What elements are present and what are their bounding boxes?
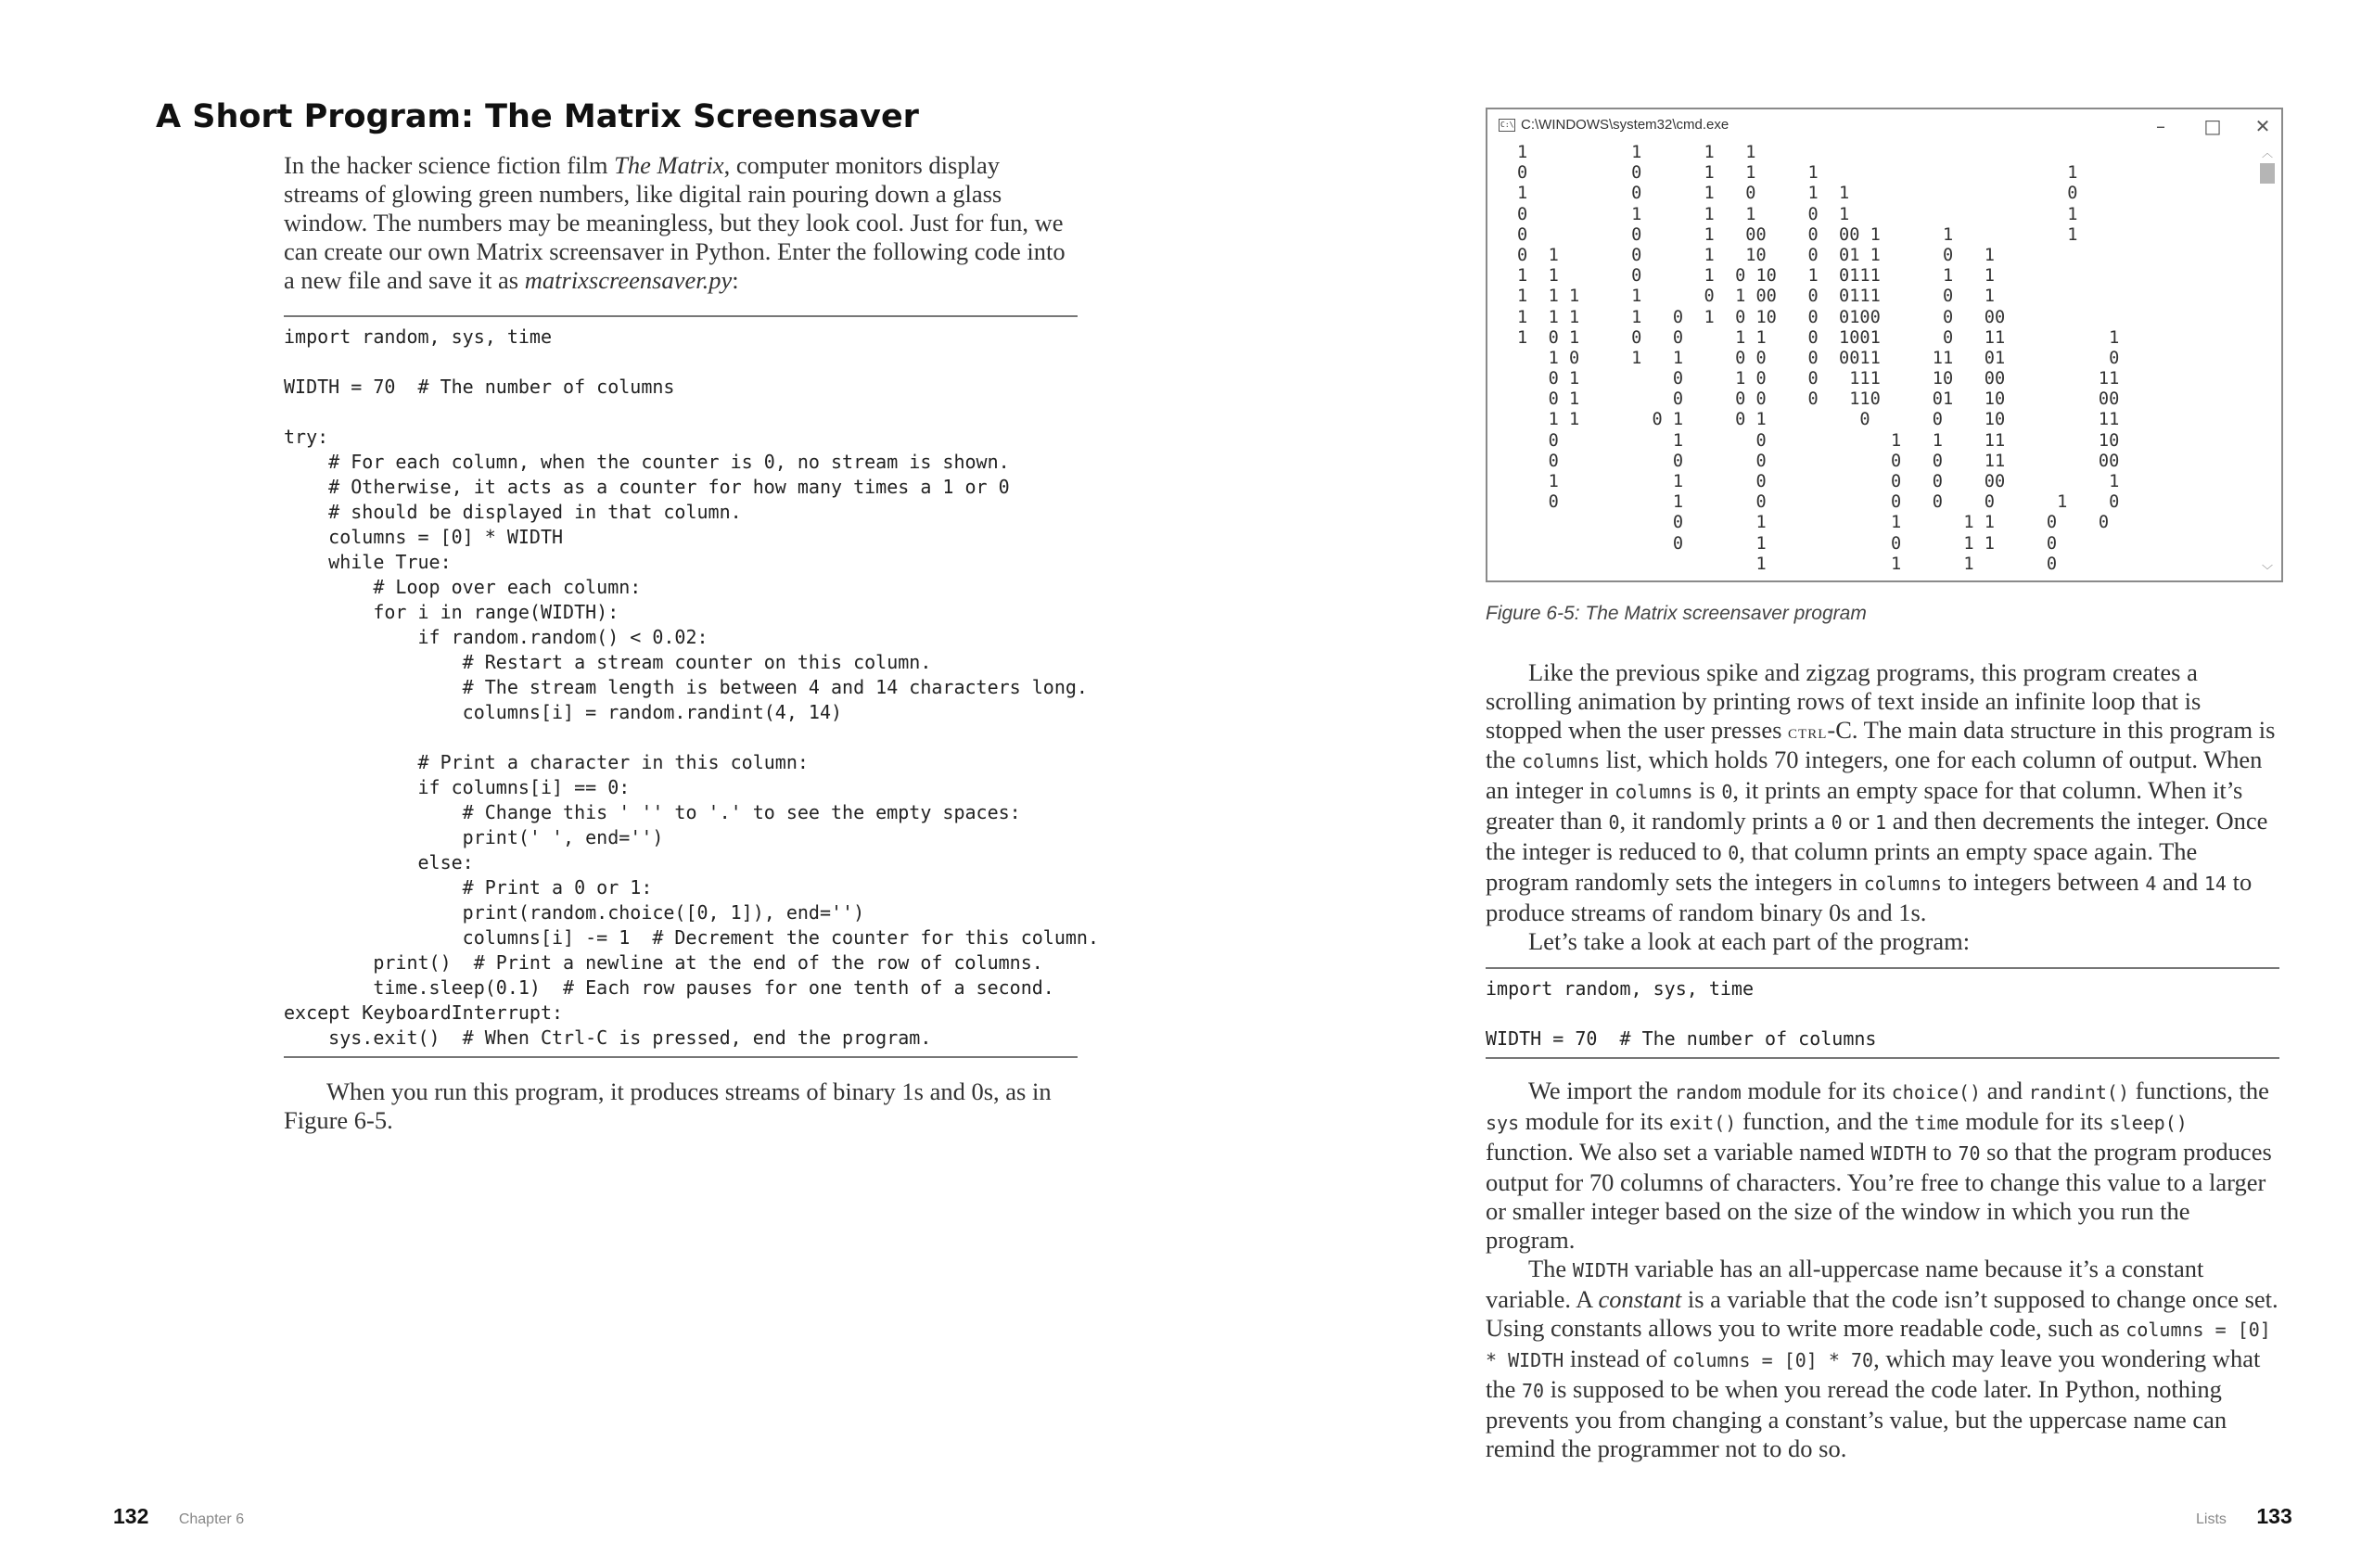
terminal-line: 1 1 0 1 0 1 0 0 10 11	[1517, 410, 2120, 430]
terminal-line: 1 1 1 1 0 1 0 10 0 0100 0 00	[1517, 307, 2006, 327]
code-line: print(' ', end='')	[284, 826, 664, 848]
page-number-left: 132	[113, 1504, 149, 1528]
maximize-button[interactable]: □	[2203, 115, 2222, 137]
code-line: for i in range(WIDTH):	[284, 601, 619, 623]
code-line: # should be displayed in that column.	[284, 501, 742, 523]
code-line: sys.exit() # When Ctrl-C is pressed, end the program.	[284, 1026, 932, 1049]
code-line: # For each column, when the counter is 0, no stream is shown.	[284, 451, 1010, 473]
code-listing-full	[284, 315, 1099, 1058]
code-line: # Change this ' '' to '.' to see the empty spaces:	[284, 801, 1021, 823]
code-line: while True:	[284, 551, 452, 573]
terminal-line: 0 1 0 1 1 0	[1517, 533, 2058, 554]
scroll-thumb[interactable]	[2260, 163, 2275, 184]
terminal-output	[1491, 143, 2252, 577]
code-line	[284, 400, 1078, 425]
body-paragraph-1: Like the previous spike and zigzag programs, this program creates a scrolling animation by printing rows of text inside an infinite loop that is stopped when the user presses ctrl-C. The main data structure in this program is the columns list, which holds 70 integers, one for each column of output. When an integer in columns is 0, it prints an empty space for that column. When it’s greater than 0, it randomly prints a 0 or 1 and then decrements the integer. Once the integer is reduced to 0, that column prints an empty space again. The program randomly sets the integers in columns to integers between 4 and 14 to produce streams of random binary 0s and 1s. Let’s take a look at each part of the program:	[1486, 658, 2279, 956]
intro-paragraph: In the hacker science fiction film The Matrix, computer monitors display streams of glowing green numbers, like digital rain pouring down a glass window. The numbers may be meaningless, but they look cool. Just for fun, we can create our own Matrix screensaver in Python. Enter the following code into a new file and save it as matrixscreensaver.py:	[284, 151, 1066, 294]
scroll-up-icon[interactable]: ︿	[2261, 147, 2273, 159]
code-line: print() # Print a newline at the end of the row of columns.	[284, 951, 1043, 974]
code-line	[284, 725, 1078, 750]
scroll-down-icon[interactable]: ﹀	[2261, 564, 2273, 577]
code-line: if columns[i] == 0:	[284, 776, 631, 798]
terminal-line: 0 0 0 0 0 11 00	[1517, 451, 2120, 471]
figure-caption: Figure 6-5: The Matrix screensaver program	[1486, 603, 1867, 624]
code-line: # The stream length is between 4 and 14 characters long.	[284, 676, 1088, 698]
body-paragraph-3: We import the random module for its choice() and randint() functions, the sys module for its exit() function, and the time module for its sleep() function. We also set a variable named WIDTH to 70 so that the program produces output for 70 columns of characters. You’re free to change this value to a larger or smaller integer based on the size of the window in which you run the program. The WIDTH variable has an all-uppercase name because it’s a constant variable. A constant is a variable that the code isn’t supposed to change once set. Using constants allows you to write more readable code, such as columns = [0] * WIDTH instead of columns = [0] * 70, which may leave you wondering what the 70 is supposed to be when you reread the code later. In Python, nothing prevents you from changing a constant’s value, but the uppercase name can remind the programmer not to do so.	[1486, 1077, 2278, 1462]
section-heading: A Short Program: The Matrix Screensaver	[156, 98, 919, 135]
terminal-line: 0 0 1 00 0 00 1 1 1	[1517, 224, 2078, 245]
cmd-window-title: C:\WINDOWS\system32\cmd.exe	[1521, 117, 1729, 133]
terminal-line: 1 1 1 0	[1517, 554, 2058, 574]
terminal-line: 0 1 0 0 0 0 110 01 10 00	[1517, 389, 2120, 410]
code-line: # Loop over each column:	[284, 576, 642, 598]
cmd-title-bar	[1487, 109, 2281, 143]
code-line: if random.random() < 0.02:	[284, 626, 708, 648]
code-line: columns[i] -= 1 # Decrement the counter for this column.	[284, 926, 1099, 949]
close-button[interactable]: ✕	[2254, 115, 2271, 137]
terminal-line: 1 1 0 0 0 00 1	[1517, 472, 2120, 491]
code-line: WIDTH = 70 # The number of columns	[284, 376, 675, 398]
terminal-line: 0 1 0 1 10 0 01 1 0 1	[1517, 245, 1995, 265]
code-line: else:	[284, 851, 474, 873]
minimize-button[interactable]: –	[2156, 115, 2165, 137]
running-head-left: Chapter 6	[178, 1511, 245, 1527]
terminal-line: 1 0 1 0 0 1 1 0 1001 0 11 1	[1517, 327, 2120, 348]
terminal-line: 1 0 1 0 1 1 0	[1517, 184, 2078, 204]
terminal-scrollbar[interactable]	[2255, 145, 2279, 579]
body-paragraph-2: Let’s take a look at each part of the program:	[1528, 927, 1971, 955]
page-number-right: 133	[2256, 1504, 2292, 1528]
body-paragraph-4: The WIDTH variable has an all-uppercase name because it’s a constant variable. A constant is a variable that the code isn’t supposed to change once set. Using constants allows you to write more readable code, such as columns = [0] * WIDTH instead of columns = [0] * 70, which may leave you wondering what the 70 is supposed to be when you reread the code later. In Python, nothing prevents you from changing a constant’s value, but the uppercase name can remind the programmer not to do so.	[1486, 1255, 2278, 1462]
left-page-footer	[113, 1504, 244, 1529]
terminal-line: 0 1 0 1 1 11 10	[1517, 430, 2120, 451]
terminal-line: 0 1 1 1 0 1 1	[1517, 204, 2078, 224]
code-line: # Restart a stream counter on this column.	[284, 651, 932, 673]
right-page-footer	[2196, 1504, 2292, 1529]
terminal-line: 0 1 1 1 1 0 0	[1517, 513, 2110, 533]
running-head-right: Lists	[2196, 1511, 2227, 1527]
code-line: columns[i] = random.randint(4, 14)	[284, 701, 843, 723]
cmd-window	[1486, 108, 2283, 582]
code-line	[284, 350, 1078, 375]
code-line: WIDTH = 70 # The number of columns	[1486, 1027, 1877, 1050]
terminal-line: 1 1 1 1 0 1 00 0 0111 0 1	[1517, 287, 1995, 307]
code-line: print(random.choice([0, 1]), end='')	[284, 901, 865, 924]
code-line: # Print a 0 or 1:	[284, 876, 653, 899]
terminal-line: 0 1 0 0 0 0 1 0	[1517, 492, 2120, 513]
code-line	[1486, 1001, 2279, 1026]
code-line: try:	[284, 426, 329, 448]
after-code-paragraph: When you run this program, it produces streams of binary 1s and 0s, as in Figure 6-5.	[284, 1077, 1052, 1134]
code-listing-excerpt	[1486, 967, 2279, 1059]
code-line: except KeyboardInterrupt:	[284, 1001, 564, 1024]
code-line: import random, sys, time	[1486, 977, 1754, 1000]
code-line: # Otherwise, it acts as a counter for how many times a 1 or 0	[284, 476, 1010, 498]
code-line: columns = [0] * WIDTH	[284, 526, 564, 548]
terminal-line: 1 0 1 1 0 0 0 0011 11 01 0	[1517, 348, 2120, 368]
terminal-line: 0 0 1 1 1 1	[1517, 163, 2078, 184]
terminal-line: 1 1 0 1 0 10 1 0111 1 1	[1517, 266, 1995, 287]
cmd-window-icon: C:\	[1499, 119, 1515, 132]
code-line: time.sleep(0.1) # Each row pauses for one tenth of a second.	[284, 976, 1054, 999]
terminal-line: 1 1 1 1	[1517, 143, 1756, 162]
code-line: import random, sys, time	[284, 325, 552, 348]
code-line: # Print a character in this column:	[284, 751, 809, 773]
terminal-line: 0 1 0 1 0 0 111 10 00 11	[1517, 369, 2120, 389]
